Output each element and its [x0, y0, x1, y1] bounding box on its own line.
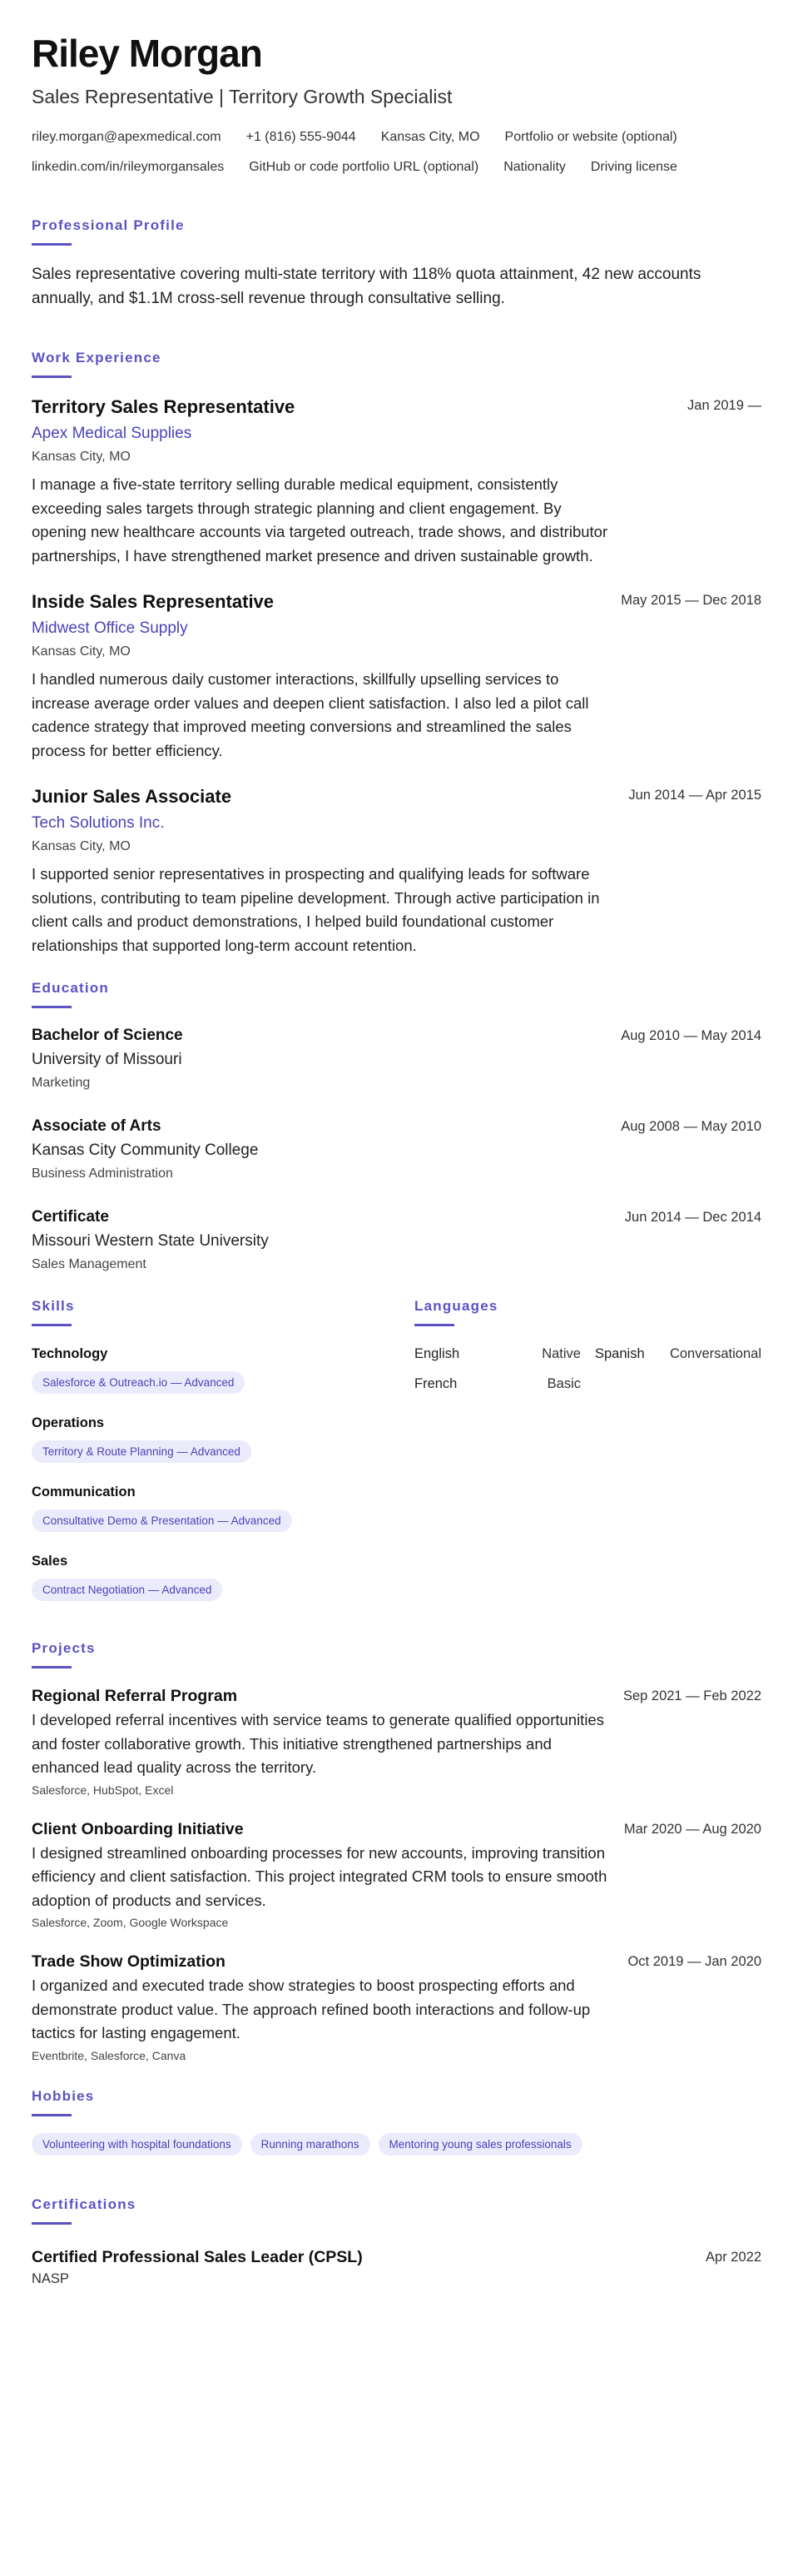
job-description: I handled numerous daily customer interactions, skillfully upselling services to increase average order values and deepen client satisfaction. I also led a pilot call cadence strategy that improved meeting conversions and streamlined the sales process for better efficiency.	[32, 670, 589, 759]
job-date: Jan 2019 —	[687, 398, 761, 413]
job-location: Kansas City, MO	[32, 644, 131, 659]
work-section	[32, 349, 761, 957]
education-degree: Certificate	[32, 1208, 109, 1226]
profile-section	[32, 216, 761, 311]
job-description: I manage a five-state territory selling durable medical equipment, consistently exceeding sales targets through strategic planning and client engagement. By opening new healthcare accounts via targeted outreach, trade shows, and distributor partnerships, I have strengthened market presence and driven sustainable growth.	[32, 475, 608, 564]
education-section	[32, 979, 761, 1274]
job-description: I supported senior representatives in prospecting and qualifying leads for software solutions, contributing to team pipeline development. Through active participation in client calls and product demonstrations, I helped build foundational customer relationships that supported long-term account retention.	[32, 865, 600, 954]
education-degree: Associate of Arts	[32, 1117, 161, 1135]
contact-email[interactable]: riley.morgan@apexmedical.com	[32, 130, 221, 144]
skill-category: Operations	[32, 1415, 105, 1430]
language-name: English	[414, 1346, 460, 1361]
job-company: Apex Medical Supplies	[32, 425, 192, 442]
job-date: Jun 2014 — Apr 2015	[628, 788, 761, 803]
project-tools: Salesforce, Zoom, Google Workspace	[32, 1916, 229, 1929]
candidate-name: Riley Morgan	[32, 32, 262, 75]
hobby-pill: Volunteering with hospital foundations	[32, 2133, 242, 2156]
project-tools: Eventbrite, Salesforce, Canva	[32, 2048, 186, 2062]
education-field: Sales Management	[32, 1257, 146, 1271]
section-divider	[32, 2222, 72, 2225]
project-date: Sep 2021 — Feb 2022	[622, 1688, 761, 1703]
contact-portfolio[interactable]: Portfolio or website (optional)	[504, 130, 677, 144]
job-entry	[32, 784, 761, 957]
contact-nationality: Nationality	[503, 160, 566, 174]
section-title: Education	[32, 980, 109, 996]
profile-summary: Sales representative covering multi-state territory with 118% quota attainment, 42 new accounts annually, and $1.1M cross-sell revenue through consultative selling.	[32, 266, 701, 307]
section-title: Projects	[32, 1640, 96, 1656]
certification-name: Certified Professional Sales Leader (CPSL)	[32, 2247, 363, 2266]
skill-category: Technology	[32, 1346, 108, 1361]
project-description: I organized and executed trade show strategies to boost prospecting efforts and demonstrate product value. The approach refined booth interactions and follow-up tactics for lasting engagement.	[32, 1977, 591, 2041]
skill-pill: Salesforce & Outreach.io — Advanced	[32, 1371, 245, 1394]
education-field: Marketing	[32, 1076, 91, 1090]
skill-pill: Consultative Demo & Presentation — Advanced	[32, 1509, 292, 1532]
section-title: Professional Profile	[32, 217, 185, 233]
section-divider	[32, 243, 72, 246]
job-date: May 2015 — Dec 2018	[621, 593, 761, 608]
project-entry	[32, 1818, 761, 1932]
projects-section	[32, 1639, 761, 2064]
education-school: Missouri Western State University	[32, 1232, 269, 1250]
certifications-section	[32, 2196, 761, 2288]
language-name: Spanish	[595, 1346, 645, 1361]
job-company: Midwest Office Supply	[32, 619, 188, 637]
languages-section	[414, 1297, 761, 1601]
project-name: Trade Show Optimization	[32, 1952, 226, 1971]
skill-category: Sales	[32, 1554, 68, 1569]
language-level: Conversational	[669, 1346, 761, 1361]
section-title: Hobbies	[32, 2087, 95, 2104]
section-title: Certifications	[32, 2196, 136, 2212]
section-divider	[32, 2114, 72, 2116]
candidate-role: Sales Representative | Territory Growth Specialist	[32, 86, 453, 107]
education-date: Aug 2008 — May 2010	[621, 1119, 761, 1134]
project-entry	[32, 1685, 761, 1798]
education-school: University of Missouri	[32, 1051, 182, 1068]
job-title: Territory Sales Representative	[32, 396, 295, 417]
section-divider	[32, 1006, 72, 1008]
section-divider	[32, 1324, 72, 1326]
language-item	[414, 1345, 581, 1363]
education-entry	[32, 1206, 761, 1274]
language-name: French	[414, 1376, 458, 1391]
skill-pill: Contract Negotiation — Advanced	[32, 1579, 222, 1601]
project-description: I developed referral incentives with service teams to generate qualified opportunities and foster collaborative growth. This initiative strengthened partnerships and enhanced lead quality across the territory.	[32, 1711, 604, 1776]
certification-date: Apr 2022	[706, 2249, 761, 2265]
section-title: Work Experience	[32, 350, 161, 366]
certification-issuer: NASP	[32, 2270, 69, 2286]
contact-license: Driving license	[590, 160, 677, 174]
education-entry	[32, 1025, 761, 1092]
section-divider	[414, 1324, 454, 1326]
contact-info	[32, 127, 761, 178]
section-title: Languages	[414, 1298, 498, 1314]
skills-languages-row	[32, 1297, 761, 1601]
language-level: Native	[542, 1346, 581, 1361]
contact-linkedin[interactable]: linkedin.com/in/rileymorgansales	[32, 160, 225, 174]
job-entry	[32, 589, 761, 763]
language-level: Basic	[547, 1376, 581, 1391]
education-entry	[32, 1116, 761, 1183]
contact-location: Kansas City, MO	[380, 130, 480, 144]
language-item	[414, 1375, 581, 1393]
language-item	[595, 1345, 761, 1363]
certification-entry	[32, 2246, 761, 2288]
skills-section	[32, 1297, 414, 1601]
skill-category: Communication	[32, 1484, 136, 1499]
hobby-pill: Running marathons	[250, 2133, 370, 2156]
job-location: Kansas City, MO	[32, 450, 131, 464]
job-location: Kansas City, MO	[32, 839, 131, 853]
education-date: Aug 2010 — May 2014	[621, 1028, 761, 1043]
job-title: Junior Sales Associate	[32, 786, 232, 807]
project-date: Mar 2020 — Aug 2020	[623, 1821, 761, 1837]
skill-pill: Territory & Route Planning — Advanced	[32, 1440, 251, 1463]
contact-github[interactable]: GitHub or code portfolio URL (optional)	[249, 160, 479, 174]
education-degree: Bachelor of Science	[32, 1027, 183, 1044]
section-divider	[32, 1666, 72, 1668]
job-entry	[32, 395, 761, 568]
hobby-pill: Mentoring young sales professionals	[379, 2133, 582, 2156]
project-name: Regional Referral Program	[32, 1687, 238, 1705]
project-name: Client Onboarding Initiative	[32, 1819, 244, 1838]
job-company: Tech Solutions Inc.	[32, 814, 165, 832]
project-description: I designed streamlined onboarding processes for new accounts, improving transition efficiency and client satisfaction. This project integrated CRM tools to ensure smooth adoption of products and services.	[32, 1843, 607, 1909]
project-entry	[32, 1951, 761, 2064]
job-title: Inside Sales Representative	[32, 591, 275, 612]
hobbies-section	[32, 2087, 761, 2156]
education-school: Kansas City Community College	[32, 1141, 259, 1159]
project-tools: Salesforce, HubSpot, Excel	[32, 1783, 174, 1797]
contact-phone[interactable]: +1 (816) 555-9044	[245, 130, 356, 144]
section-divider	[32, 375, 72, 378]
project-date: Oct 2019 — Jan 2020	[627, 1954, 761, 1969]
section-title: Skills	[32, 1298, 75, 1314]
education-field: Business Administration	[32, 1166, 173, 1181]
education-date: Jun 2014 — Dec 2014	[624, 1210, 761, 1225]
resume-header	[32, 32, 761, 178]
